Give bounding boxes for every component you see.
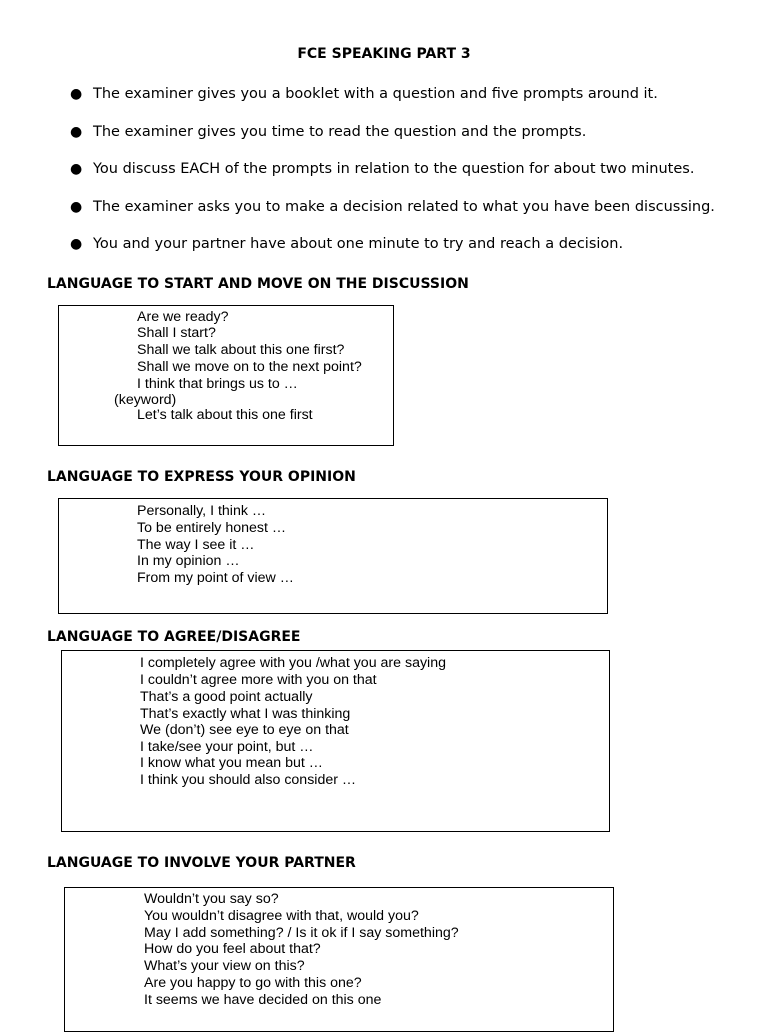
phrase-line: It seems we have decided on this one [144,992,382,1008]
instruction-text: You discuss EACH of the prompts in relation to the question for about two minutes. [93,161,695,177]
section-heading-start: LANGUAGE TO START AND MOVE ON THE DISCUSSION [47,276,469,292]
bullet-icon: ● [70,86,83,102]
phrase-line: We (don’t) see eye to eye on that [140,722,349,738]
list-item [68,161,715,199]
phrase-line: What’s your view on this? [144,958,305,974]
phrase-line: Shall I start? [137,325,216,341]
phrase-box-start [58,305,394,446]
phrase-box-involve [64,887,614,1032]
phrase-line: Shall we move on to the next point? [137,359,362,375]
bullet-icon: ● [70,161,83,177]
phrase-line: In my opinion … [137,553,240,569]
list-item [68,199,715,237]
section-heading-involve: LANGUAGE TO INVOLVE YOUR PARTNER [47,855,356,871]
phrase-line: From my point of view … [137,570,294,586]
phrase-line: I think that brings us to … [137,376,298,392]
list-item [68,86,715,124]
section-heading-opinion: LANGUAGE TO EXPRESS YOUR OPINION [47,469,356,485]
phrase-line: I know what you mean but … [140,755,323,771]
phrase-line: Are we ready? [137,309,229,325]
list-item [68,236,715,274]
section-heading-agree: LANGUAGE TO AGREE/DISAGREE [47,629,301,645]
instruction-text: The examiner gives you a booklet with a question and five prompts around it. [93,86,658,102]
phrase-line: The way I see it … [137,537,255,553]
phrase-line: Let’s talk about this one first [137,407,313,423]
phrase-line: You wouldn’t disagree with that, would you? [144,908,419,924]
phrase-line: I think you should also consider … [140,772,357,788]
phrase-line: I completely agree with you /what you are saying [140,655,446,671]
bullet-icon: ● [70,123,83,140]
phrase-box-agree [61,650,610,832]
phrase-line: That’s a good point actually [140,689,313,705]
instruction-text: The examiner gives you time to read the question and the prompts. [93,123,587,140]
phrase-line: Wouldn’t you say so? [144,891,279,907]
phrase-line: (keyword) [114,392,177,408]
instruction-text: The examiner asks you to make a decision related to what you have been discussing. [93,198,715,215]
phrase-line: I take/see your point, but … [140,739,314,755]
phrase-line: That’s exactly what I was thinking [140,706,351,722]
phrase-line: Shall we talk about this one first? [137,342,345,358]
instruction-text: You and your partner have about one minute to try and reach a decision. [93,236,624,252]
bullet-icon: ● [70,236,83,252]
phrase-box-opinion [58,498,608,614]
phrase-line: I couldn’t agree more with you on that [140,672,377,688]
phrase-line: Are you happy to go with this one? [144,975,362,991]
phrase-line: How do you feel about that? [144,941,321,957]
list-item [68,124,715,162]
instructions-list [68,86,715,274]
phrase-line: To be entirely honest … [137,520,287,536]
page-title: FCE SPEAKING PART 3 [297,46,471,62]
phrase-line: Personally, I think … [137,503,267,519]
phrase-line: May I add something? / Is it ok if I say something? [144,925,459,941]
bullet-icon: ● [70,198,83,215]
